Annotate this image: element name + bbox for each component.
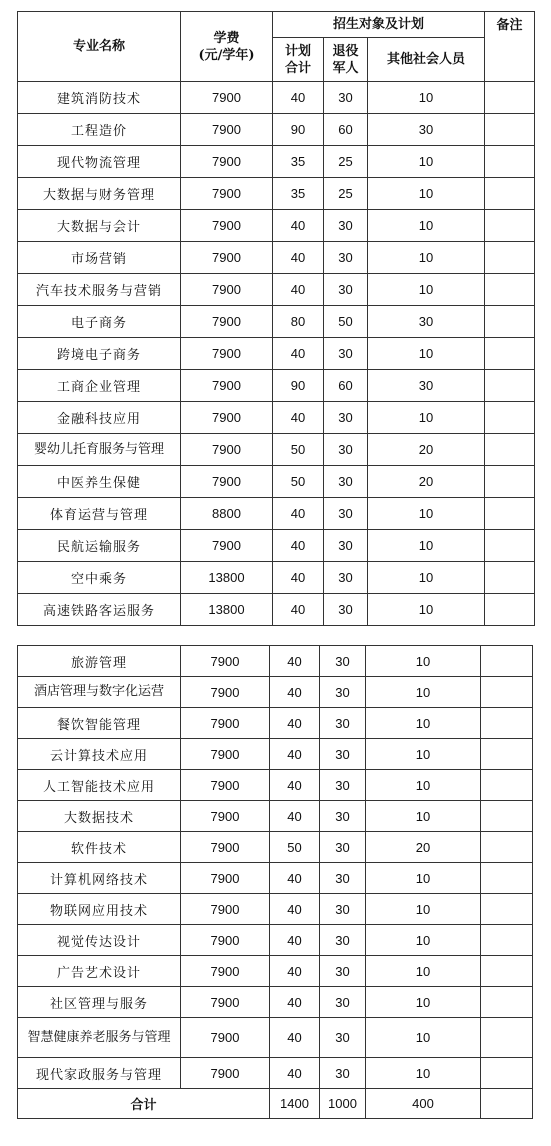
others-cell: 10 bbox=[368, 594, 485, 626]
major-name-cell: 高速铁路客运服务 bbox=[18, 594, 181, 626]
remarks-cell bbox=[481, 1018, 533, 1058]
header-remarks: 备注 bbox=[485, 12, 535, 82]
major-name-cell: 体育运营与管理 bbox=[18, 498, 181, 530]
plan-total-cell: 40 bbox=[273, 530, 324, 562]
tuition-cell: 7900 bbox=[181, 646, 270, 677]
remarks-cell bbox=[485, 562, 535, 594]
veterans-cell: 30 bbox=[320, 832, 366, 863]
major-name-cell: 民航运输服务 bbox=[18, 530, 181, 562]
veterans-cell: 30 bbox=[320, 801, 366, 832]
tuition-cell: 7900 bbox=[181, 708, 270, 739]
veterans-cell: 30 bbox=[324, 402, 368, 434]
veterans-cell: 60 bbox=[324, 114, 368, 146]
veterans-cell: 30 bbox=[324, 466, 368, 498]
plan-total-cell: 50 bbox=[273, 466, 324, 498]
plan-total-cell: 90 bbox=[273, 114, 324, 146]
plan-total-cell: 40 bbox=[270, 863, 320, 894]
major-name-cell: 市场营销 bbox=[18, 242, 181, 274]
others-cell: 10 bbox=[368, 178, 485, 210]
veterans-cell: 30 bbox=[320, 894, 366, 925]
others-cell: 30 bbox=[368, 114, 485, 146]
table-row bbox=[18, 863, 533, 894]
plan-total-cell: 40 bbox=[270, 1018, 320, 1058]
tuition-cell: 7900 bbox=[181, 677, 270, 708]
plan-total-cell: 80 bbox=[273, 306, 324, 338]
others-cell: 10 bbox=[366, 894, 481, 925]
major-name-cell: 智慧健康养老服务与管理 bbox=[18, 1018, 181, 1058]
plan-total-cell: 40 bbox=[270, 770, 320, 801]
veterans-cell: 30 bbox=[320, 677, 366, 708]
header-plan-total-line2: 合计 bbox=[284, 60, 311, 76]
tuition-cell: 7900 bbox=[181, 338, 273, 370]
veterans-cell: 30 bbox=[320, 770, 366, 801]
major-name-cell: 视觉传达设计 bbox=[18, 925, 181, 956]
remarks-cell bbox=[481, 739, 533, 770]
remarks-cell bbox=[485, 178, 535, 210]
remarks-cell bbox=[485, 530, 535, 562]
table-body-part1 bbox=[18, 82, 535, 626]
tuition-cell: 7900 bbox=[181, 114, 273, 146]
veterans-cell: 30 bbox=[324, 210, 368, 242]
others-cell: 10 bbox=[368, 82, 485, 114]
plan-total-cell: 40 bbox=[273, 242, 324, 274]
table-row bbox=[18, 114, 535, 146]
plan-total-cell: 40 bbox=[270, 1058, 320, 1089]
tuition-cell: 7900 bbox=[181, 801, 270, 832]
plan-total-cell: 90 bbox=[273, 370, 324, 402]
table-row bbox=[18, 306, 535, 338]
tuition-cell: 7900 bbox=[181, 434, 273, 466]
tuition-cell: 7900 bbox=[181, 274, 273, 306]
plan-total-cell: 40 bbox=[273, 498, 324, 530]
remarks-cell bbox=[481, 987, 533, 1018]
tuition-cell: 7900 bbox=[181, 863, 270, 894]
veterans-cell: 30 bbox=[324, 434, 368, 466]
major-name-cell: 中医养生保健 bbox=[18, 466, 181, 498]
table-row bbox=[18, 770, 533, 801]
others-cell: 30 bbox=[368, 370, 485, 402]
veterans-cell: 30 bbox=[324, 274, 368, 306]
total-remarks bbox=[481, 1089, 533, 1119]
major-name-cell: 现代物流管理 bbox=[18, 146, 181, 178]
veterans-cell: 30 bbox=[324, 82, 368, 114]
major-name-cell: 汽车技术服务与营销 bbox=[18, 274, 181, 306]
remarks-cell bbox=[485, 370, 535, 402]
remarks-cell bbox=[485, 434, 535, 466]
header-veterans-line2: 军人 bbox=[332, 60, 359, 76]
tuition-cell: 8800 bbox=[181, 498, 273, 530]
tuition-cell: 7900 bbox=[181, 466, 273, 498]
veterans-cell: 30 bbox=[320, 956, 366, 987]
plan-total-cell: 40 bbox=[273, 338, 324, 370]
others-cell: 20 bbox=[366, 832, 481, 863]
tuition-cell: 7900 bbox=[181, 82, 273, 114]
others-cell: 10 bbox=[368, 146, 485, 178]
others-cell: 10 bbox=[366, 770, 481, 801]
table-row bbox=[18, 739, 533, 770]
table-row bbox=[18, 594, 535, 626]
tuition-cell: 13800 bbox=[181, 562, 273, 594]
others-cell: 10 bbox=[366, 646, 481, 677]
tuition-cell: 7900 bbox=[181, 987, 270, 1018]
major-name-cell: 物联网应用技术 bbox=[18, 894, 181, 925]
veterans-cell: 30 bbox=[324, 530, 368, 562]
header-plan-total-line1: 计划 bbox=[284, 43, 311, 59]
remarks-cell bbox=[481, 1058, 533, 1089]
major-name-cell: 工程造价 bbox=[18, 114, 181, 146]
others-cell: 10 bbox=[366, 708, 481, 739]
remarks-cell bbox=[485, 274, 535, 306]
table-row bbox=[18, 987, 533, 1018]
table-row bbox=[18, 338, 535, 370]
header-others: 其他社会人员 bbox=[368, 38, 485, 82]
tuition-cell: 7900 bbox=[181, 210, 273, 242]
plan-total-cell: 35 bbox=[273, 178, 324, 210]
remarks-cell bbox=[485, 402, 535, 434]
veterans-cell: 25 bbox=[324, 146, 368, 178]
major-name-cell: 工商企业管理 bbox=[18, 370, 181, 402]
table-row bbox=[18, 562, 535, 594]
table-row bbox=[18, 274, 535, 306]
table-row bbox=[18, 530, 535, 562]
table-row bbox=[18, 402, 535, 434]
total-veterans: 1000 bbox=[320, 1089, 366, 1119]
remarks-cell bbox=[485, 338, 535, 370]
header-veterans bbox=[324, 38, 368, 82]
table-row bbox=[18, 466, 535, 498]
major-name-cell: 金融科技应用 bbox=[18, 402, 181, 434]
table-row bbox=[18, 498, 535, 530]
plan-total-cell: 40 bbox=[273, 402, 324, 434]
remarks-cell bbox=[485, 498, 535, 530]
others-cell: 20 bbox=[368, 434, 485, 466]
veterans-cell: 30 bbox=[324, 242, 368, 274]
others-cell: 10 bbox=[366, 1018, 481, 1058]
plan-total-cell: 40 bbox=[270, 677, 320, 708]
table-row bbox=[18, 242, 535, 274]
veterans-cell: 30 bbox=[324, 594, 368, 626]
table-row bbox=[18, 925, 533, 956]
remarks-cell bbox=[485, 594, 535, 626]
plan-total-cell: 50 bbox=[270, 832, 320, 863]
veterans-cell: 30 bbox=[320, 863, 366, 894]
major-name-cell: 婴幼儿托育服务与管理 bbox=[18, 434, 181, 466]
table-row bbox=[18, 832, 533, 863]
tuition-cell: 7900 bbox=[181, 178, 273, 210]
others-cell: 20 bbox=[368, 466, 485, 498]
tuition-cell: 7900 bbox=[181, 402, 273, 434]
plan-total-cell: 40 bbox=[273, 274, 324, 306]
major-name-cell: 大数据与财务管理 bbox=[18, 178, 181, 210]
header-tuition-line1: 学费 bbox=[213, 30, 240, 46]
remarks-cell bbox=[481, 956, 533, 987]
veterans-cell: 30 bbox=[320, 708, 366, 739]
plan-total-cell: 50 bbox=[273, 434, 324, 466]
major-name-cell: 广告艺术设计 bbox=[18, 956, 181, 987]
tuition-cell: 7900 bbox=[181, 1018, 270, 1058]
major-name-cell: 旅游管理 bbox=[18, 646, 181, 677]
table-row bbox=[18, 146, 535, 178]
tuition-cell: 7900 bbox=[181, 146, 273, 178]
major-name-cell: 人工智能技术应用 bbox=[18, 770, 181, 801]
header-plan-group: 招生对象及计划 bbox=[273, 12, 485, 38]
others-cell: 10 bbox=[366, 1058, 481, 1089]
remarks-cell bbox=[485, 82, 535, 114]
veterans-cell: 60 bbox=[324, 370, 368, 402]
tuition-cell: 13800 bbox=[181, 594, 273, 626]
enrollment-table-part2 bbox=[17, 645, 533, 1119]
others-cell: 10 bbox=[368, 530, 485, 562]
plan-total-cell: 40 bbox=[270, 925, 320, 956]
major-name-cell: 跨境电子商务 bbox=[18, 338, 181, 370]
remarks-cell bbox=[481, 863, 533, 894]
table-row bbox=[18, 677, 533, 708]
plan-total-cell: 40 bbox=[273, 562, 324, 594]
header-tuition bbox=[181, 12, 273, 82]
plan-total-cell: 40 bbox=[273, 210, 324, 242]
plan-total-cell: 40 bbox=[273, 82, 324, 114]
remarks-cell bbox=[485, 146, 535, 178]
remarks-cell bbox=[485, 242, 535, 274]
table-row bbox=[18, 82, 535, 114]
remarks-cell bbox=[485, 114, 535, 146]
veterans-cell: 30 bbox=[324, 562, 368, 594]
enrollment-table-part1 bbox=[17, 11, 535, 626]
table-row bbox=[18, 956, 533, 987]
major-name-cell: 酒店管理与数字化运营 bbox=[18, 677, 181, 708]
plan-total-cell: 40 bbox=[273, 594, 324, 626]
table-row bbox=[18, 370, 535, 402]
others-cell: 10 bbox=[366, 677, 481, 708]
remarks-cell bbox=[481, 832, 533, 863]
total-label: 合计 bbox=[18, 1089, 270, 1119]
tuition-cell: 7900 bbox=[181, 242, 273, 274]
veterans-cell: 50 bbox=[324, 306, 368, 338]
plan-total-cell: 40 bbox=[270, 739, 320, 770]
major-name-cell: 大数据与会计 bbox=[18, 210, 181, 242]
veterans-cell: 30 bbox=[320, 739, 366, 770]
veterans-cell: 30 bbox=[324, 498, 368, 530]
tuition-cell: 7900 bbox=[181, 306, 273, 338]
veterans-cell: 30 bbox=[324, 338, 368, 370]
plan-total-cell: 40 bbox=[270, 646, 320, 677]
others-cell: 10 bbox=[366, 739, 481, 770]
remarks-cell bbox=[481, 925, 533, 956]
others-cell: 10 bbox=[366, 987, 481, 1018]
plan-total-cell: 40 bbox=[270, 956, 320, 987]
plan-total-cell: 35 bbox=[273, 146, 324, 178]
total-others: 400 bbox=[366, 1089, 481, 1119]
table-row bbox=[18, 1058, 533, 1089]
veterans-cell: 30 bbox=[320, 1018, 366, 1058]
others-cell: 10 bbox=[368, 498, 485, 530]
remarks-cell bbox=[481, 894, 533, 925]
tuition-cell: 7900 bbox=[181, 832, 270, 863]
remarks-cell bbox=[485, 210, 535, 242]
major-name-cell: 餐饮智能管理 bbox=[18, 708, 181, 739]
others-cell: 30 bbox=[368, 306, 485, 338]
major-name-cell: 建筑消防技术 bbox=[18, 82, 181, 114]
total-row bbox=[18, 1089, 533, 1119]
total-plan: 1400 bbox=[270, 1089, 320, 1119]
remarks-cell bbox=[481, 770, 533, 801]
veterans-cell: 30 bbox=[320, 1058, 366, 1089]
others-cell: 10 bbox=[366, 925, 481, 956]
others-cell: 10 bbox=[368, 402, 485, 434]
table-row bbox=[18, 210, 535, 242]
plan-total-cell: 40 bbox=[270, 894, 320, 925]
table-body-part2 bbox=[18, 646, 533, 1089]
major-name-cell: 现代家政服务与管理 bbox=[18, 1058, 181, 1089]
major-name-cell: 大数据技术 bbox=[18, 801, 181, 832]
tuition-cell: 7900 bbox=[181, 894, 270, 925]
major-name-cell: 空中乘务 bbox=[18, 562, 181, 594]
header-tuition-line2: (元/学年) bbox=[198, 47, 255, 63]
others-cell: 10 bbox=[368, 338, 485, 370]
others-cell: 10 bbox=[366, 863, 481, 894]
table-row bbox=[18, 894, 533, 925]
table-row bbox=[18, 801, 533, 832]
major-name-cell: 社区管理与服务 bbox=[18, 987, 181, 1018]
major-name-cell: 电子商务 bbox=[18, 306, 181, 338]
tuition-cell: 7900 bbox=[181, 770, 270, 801]
remarks-cell bbox=[481, 708, 533, 739]
tuition-cell: 7900 bbox=[181, 925, 270, 956]
remarks-cell bbox=[485, 466, 535, 498]
veterans-cell: 30 bbox=[320, 987, 366, 1018]
plan-total-cell: 40 bbox=[270, 987, 320, 1018]
tuition-cell: 7900 bbox=[181, 1058, 270, 1089]
tuition-cell: 7900 bbox=[181, 739, 270, 770]
table-row bbox=[18, 646, 533, 677]
header-plan-total bbox=[273, 38, 324, 82]
remarks-cell bbox=[481, 801, 533, 832]
table-row bbox=[18, 178, 535, 210]
plan-total-cell: 40 bbox=[270, 708, 320, 739]
header-veterans-line1: 退役 bbox=[332, 43, 359, 59]
veterans-cell: 25 bbox=[324, 178, 368, 210]
tuition-cell: 7900 bbox=[181, 530, 273, 562]
others-cell: 10 bbox=[368, 210, 485, 242]
others-cell: 10 bbox=[366, 801, 481, 832]
table-row bbox=[18, 1018, 533, 1058]
others-cell: 10 bbox=[368, 274, 485, 306]
header-major: 专业名称 bbox=[18, 12, 181, 82]
veterans-cell: 30 bbox=[320, 925, 366, 956]
remarks-cell bbox=[481, 677, 533, 708]
others-cell: 10 bbox=[368, 562, 485, 594]
major-name-cell: 软件技术 bbox=[18, 832, 181, 863]
major-name-cell: 云计算技术应用 bbox=[18, 739, 181, 770]
table-row bbox=[18, 708, 533, 739]
major-name-cell: 计算机网络技术 bbox=[18, 863, 181, 894]
tuition-cell: 7900 bbox=[181, 956, 270, 987]
others-cell: 10 bbox=[368, 242, 485, 274]
remarks-cell bbox=[485, 306, 535, 338]
others-cell: 10 bbox=[366, 956, 481, 987]
plan-total-cell: 40 bbox=[270, 801, 320, 832]
table-row bbox=[18, 434, 535, 466]
veterans-cell: 30 bbox=[320, 646, 366, 677]
tuition-cell: 7900 bbox=[181, 370, 273, 402]
remarks-cell bbox=[481, 646, 533, 677]
